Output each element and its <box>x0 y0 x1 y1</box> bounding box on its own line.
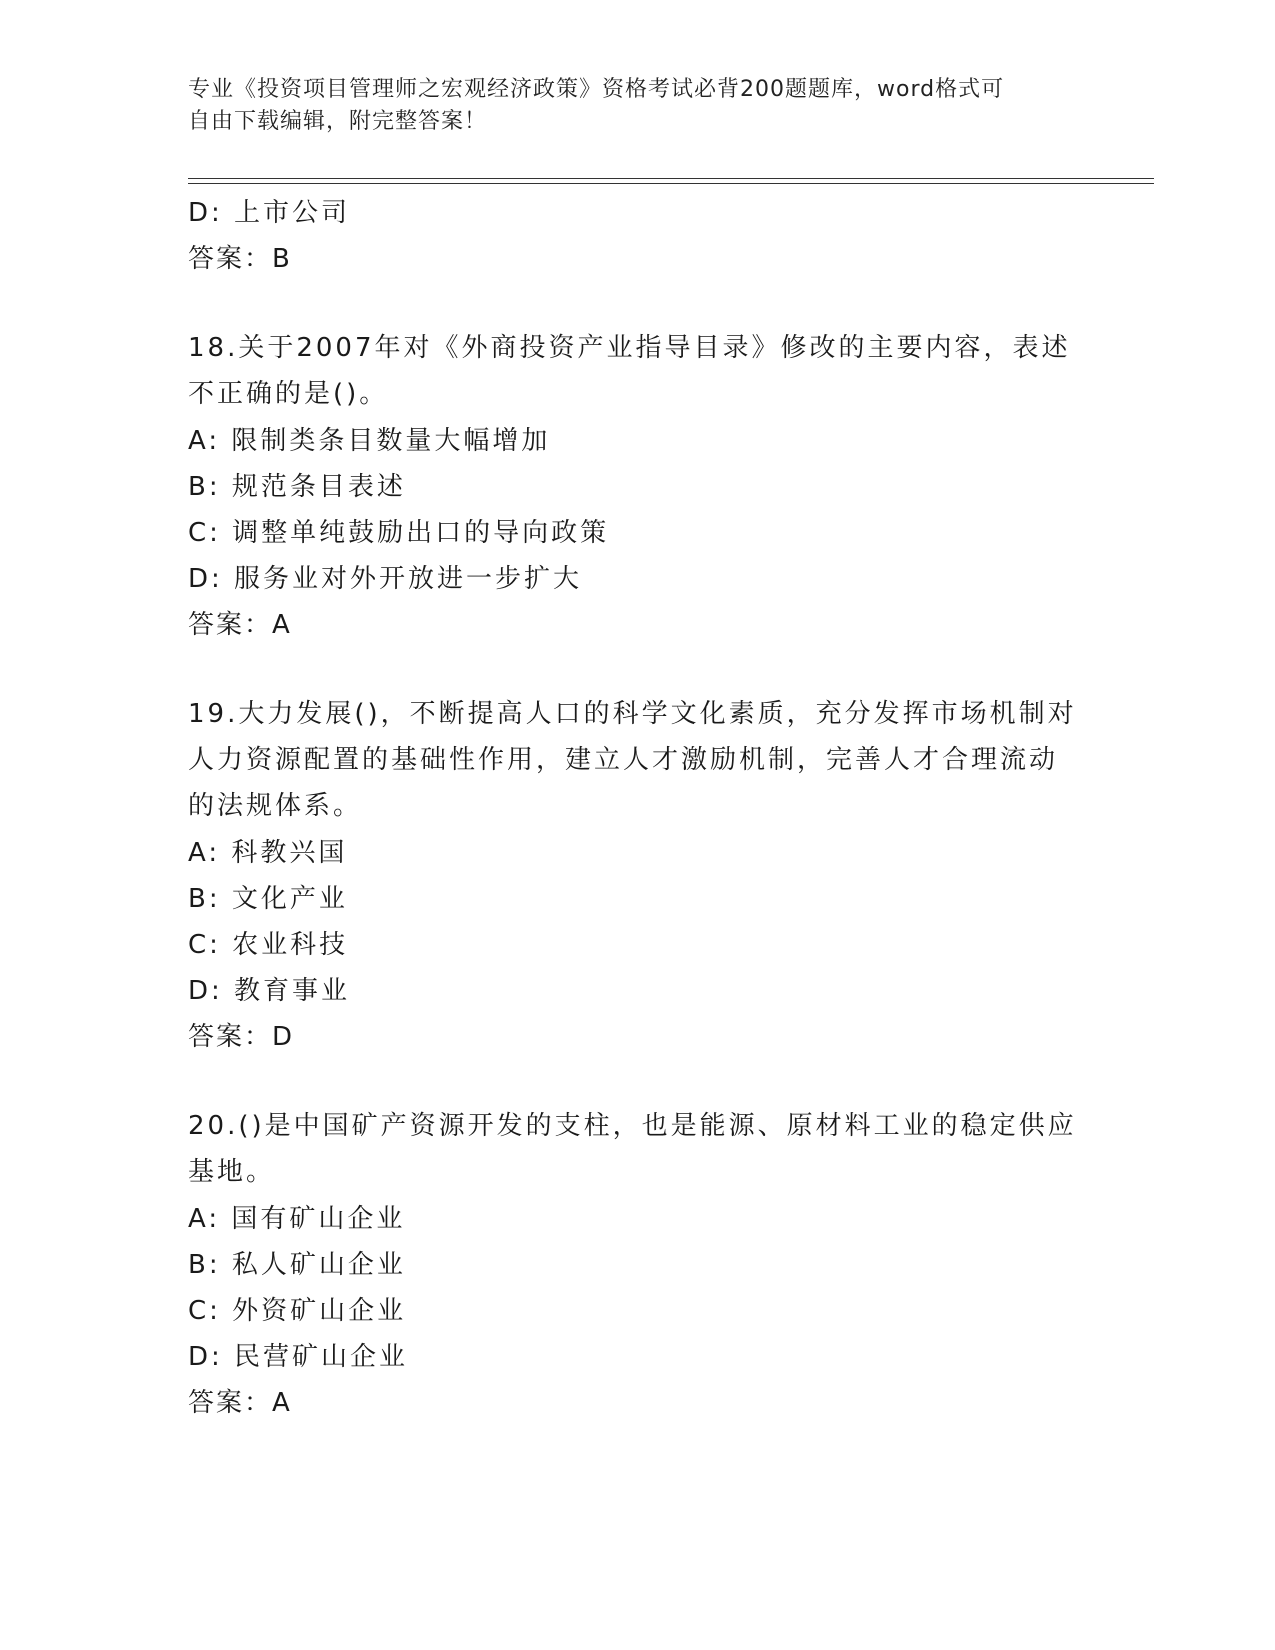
question-text-line: 19.大力发展()，不断提高人口的科学文化素质，充分发挥市场机制对 <box>188 699 1077 729</box>
question-list <box>188 190 1088 1426</box>
question-text-line: 18.关于2007年对《外商投资产业指导目录》修改的主要内容，表述 <box>188 333 1071 363</box>
option-d: D: 服务业对外开放进一步扩大 <box>188 564 583 594</box>
answer-line: 答案：A <box>188 1388 292 1418</box>
option-c: C: 调整单纯鼓励出口的导向政策 <box>188 518 610 548</box>
option-b: B: 规范条目表述 <box>188 472 406 502</box>
question-block-19 <box>188 692 1088 1060</box>
question-text-line: 基地。 <box>188 1157 276 1187</box>
answer-line: 答案：A <box>188 610 292 640</box>
option-b: B: 文化产业 <box>188 884 348 914</box>
header-title-line-2: 自由下载编辑，附完整答案！ <box>188 109 488 134</box>
header-title-line-1: 专业《投资项目管理师之宏观经济政策》资格考试必背200题题库，word格式可 <box>188 77 1005 102</box>
question-text-line: 不正确的是()。 <box>188 379 389 409</box>
header-divider-bottom <box>188 183 1154 184</box>
option-d: D: 上市公司 <box>188 198 351 228</box>
answer-line: 答案：B <box>188 244 292 274</box>
option-d: D: 民营矿山企业 <box>188 1342 409 1372</box>
document-header <box>188 74 1088 138</box>
option-c: C: 外资矿山企业 <box>188 1296 407 1326</box>
option-a: A: 科教兴国 <box>188 838 348 868</box>
option-a: A: 国有矿山企业 <box>188 1204 406 1234</box>
question-text-line: 20.()是中国矿产资源开发的支柱，也是能源、原材料工业的稳定供应 <box>188 1111 1077 1141</box>
option-d: D: 教育事业 <box>188 976 351 1006</box>
option-a: A: 限制类条目数量大幅增加 <box>188 426 551 456</box>
question-block-20 <box>188 1104 1088 1426</box>
question-text-line: 的法规体系。 <box>188 791 363 821</box>
question-text-line: 人力资源配置的基础性作用，建立人才激励机制，完善人才合理流动 <box>188 745 1059 775</box>
option-c: C: 农业科技 <box>188 930 349 960</box>
option-b: B: 私人矿山企业 <box>188 1250 406 1280</box>
question-block-18 <box>188 326 1088 648</box>
header-divider-top <box>188 178 1154 179</box>
answer-line: 答案：D <box>188 1022 295 1052</box>
